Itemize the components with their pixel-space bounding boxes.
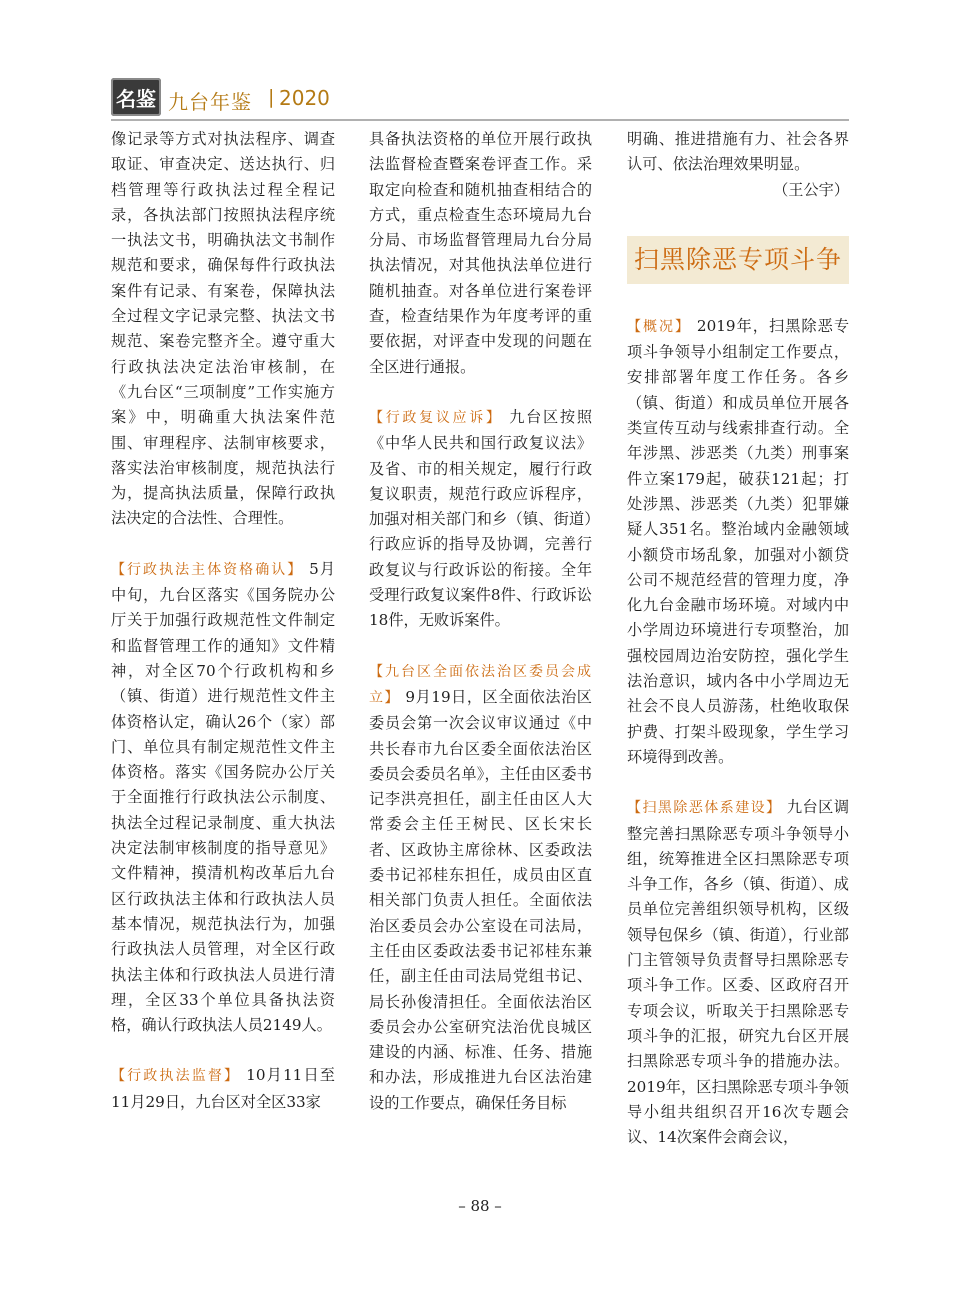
- topic-tag: 【行政执法监督】: [111, 1068, 241, 1085]
- paragraph: [111, 1063, 335, 1115]
- column-left: [111, 127, 335, 1140]
- topic-tag: 【行政复议应诉】: [369, 409, 503, 426]
- paragraph: [627, 795, 849, 1150]
- paragraph: [627, 127, 849, 178]
- paragraph-text: 具备执法资格的单位开展行政执法监督检查暨案卷评查工作。采取定向检查和随机抽查相结合的方式，重点检查生态环境局九台分局、市场监督管理局九台分局执法情况，对其他执法单位进行随机抽查。对各单位进行案卷评查，检查结果作为年度考评的重要依据，对评查中发现的问题在全区进行通报。: [369, 130, 592, 376]
- yearbook-logo: 名鉴: [111, 78, 161, 116]
- paragraph: [369, 405, 592, 634]
- paragraph-text: 10月11日至11月29日，九台区对全区33家: [111, 1066, 335, 1111]
- topic-tag: 【扫黑除恶体系建设】: [627, 800, 782, 817]
- header-separator: |: [268, 86, 275, 108]
- paragraph: [111, 127, 335, 532]
- paragraph-text: 九台区按照《中华人民共和国行政复议法》及省、市的相关规定，履行行政复议职责，规范行政应诉程序，加强对相关部门和乡（镇、街道）行政应诉的指导及协调，完善行政复议与行政诉讼的衔接。全年受理行政复议案件8件、行政诉讼18件，无败诉案件。: [369, 407, 593, 630]
- topic-tag: 【行政执法主体资格确认】: [111, 561, 304, 578]
- book-title: 九台年鉴: [168, 90, 252, 114]
- column-right: [627, 127, 849, 1175]
- paragraph: [369, 127, 592, 380]
- paragraph: [369, 659, 592, 1116]
- paragraph-text: 九台区调整完善扫黑除恶专项斗争领导小组，统筹推进全区扫黑除恶专项斗争工作，各乡（镇、街道）、成员单位完善组织领导机构，区级领导包保乡（镇、街道），行业部门主管领导负责督导扫黑除恶专项斗争工作。区委、区政府召开专项会议，听取关于扫黑除恶专项斗争的汇报，研究九台区开展扫黑除恶专项斗争的措施办法。2019年，区扫黑除恶专项斗争领导小组共组织召开16次专题会议、14次案件会商会议，: [627, 798, 850, 1147]
- paragraph: [627, 314, 849, 770]
- paragraph-text: 明确、推进措施有力、社会各界认可、依法治理效果明显。: [627, 130, 849, 174]
- paragraph-text: 2019年，扫黑除恶专项斗争领导小组制定工作要点，安排部署年度工作任务。各乡（镇、街道）和成员单位开展各类宣传互动与线索排查行动。全年涉黑、涉恶类（九类）刑事案件立案179起，破获121起；打处涉黑、涉恶类（九类）犯罪嫌疑人351名。整治域内金融领域小额贷市场乱象，加强对小额贷公司不规范经营的管理力度，净化九台金融市场环境。对域内中小学周边环境进行专项整治，加强校园周边治安防控，强化学生法治意识，域内各中小学周边无社会不良人员游荡，杜绝收取保护费、打架斗殴现象，学生学习环境得到改善。: [627, 316, 850, 766]
- column-middle: [369, 127, 592, 1141]
- paragraph-text: 9月19日，区全面依法治区委员会第一次会议审议通过《中共长春市九台区委全面依法治区委员会委员名单》，主任由区委书记李洪亮担任，副主任由区人大常委会主任王树民、区长宋长者、区政协主席徐林、区委政法委书记祁桂东担任，成员由区直相关部门负责人担任。全面依法治区委员会办公室设在司法局，主任由区委政法委书记祁桂东兼任，副主任由司法局党组书记、局长孙俊清担任。全面依法治区委员会办公室研究法治优良城区建设的内涵、标准、任务、措施和办法，形成推进九台区法治建设的工作要点，确保任务目标: [369, 687, 592, 1112]
- paragraph-text: 像记录等方式对执法程序、调查取证、审查决定、送达执行、归档管理等行政执法过程全程记录，各执法部门按照执法程序统一执法文书，明确执法文书制作规范和要求，确保每件行政执法案件有记录、有案卷，保障执法全过程文字记录完整、执法文书规范、案卷完整齐全。遵守重大行政执法决定法治审核制，在《九台区“三项制度”工作实施方案》中，明确重大执法案件范围、审理程序、法制审核要求，落实法治审核制度，规范执法行为，提高执法质量，保障行政执法决定的合法性、合理性。: [111, 130, 335, 528]
- page-number: – 88 –: [458, 1197, 502, 1215]
- paragraph: [111, 557, 335, 1039]
- book-year: 2020: [279, 86, 330, 110]
- section-title: 扫黑除恶专项斗争: [627, 236, 849, 284]
- paragraph-text: 5月中旬，九台区落实《国务院办公厅关于加强行政规范性文件制定和监督管理工作的通知》文件精神，对全区70个行政机构和乡（镇、街道）进行规范性文件主体资格认定，确认26个（家）部门、单位具有制定规范性文件主体资格。落实《国务院办公厅关于全面推行行政执法公示制度、执法全过程记录制度、重大执法决定法制审核制度的指导意见》文件精神，摸清机构改革后九台区行政执法主体和行政执法人员基本情况，规范执法行为，加强行政执法人员管理，对全区行政执法主体和行政执法人员进行清理，全区33个单位具备执法资格，确认行政执法人员2149人。: [111, 559, 336, 1035]
- topic-tag: 【九台区全面依法治区委员会成立】: [369, 663, 592, 706]
- author-credit: （王公宇）: [773, 180, 849, 199]
- header-rule: [111, 119, 849, 121]
- page-header: [111, 78, 849, 120]
- topic-tag: 【概况】: [627, 318, 692, 335]
